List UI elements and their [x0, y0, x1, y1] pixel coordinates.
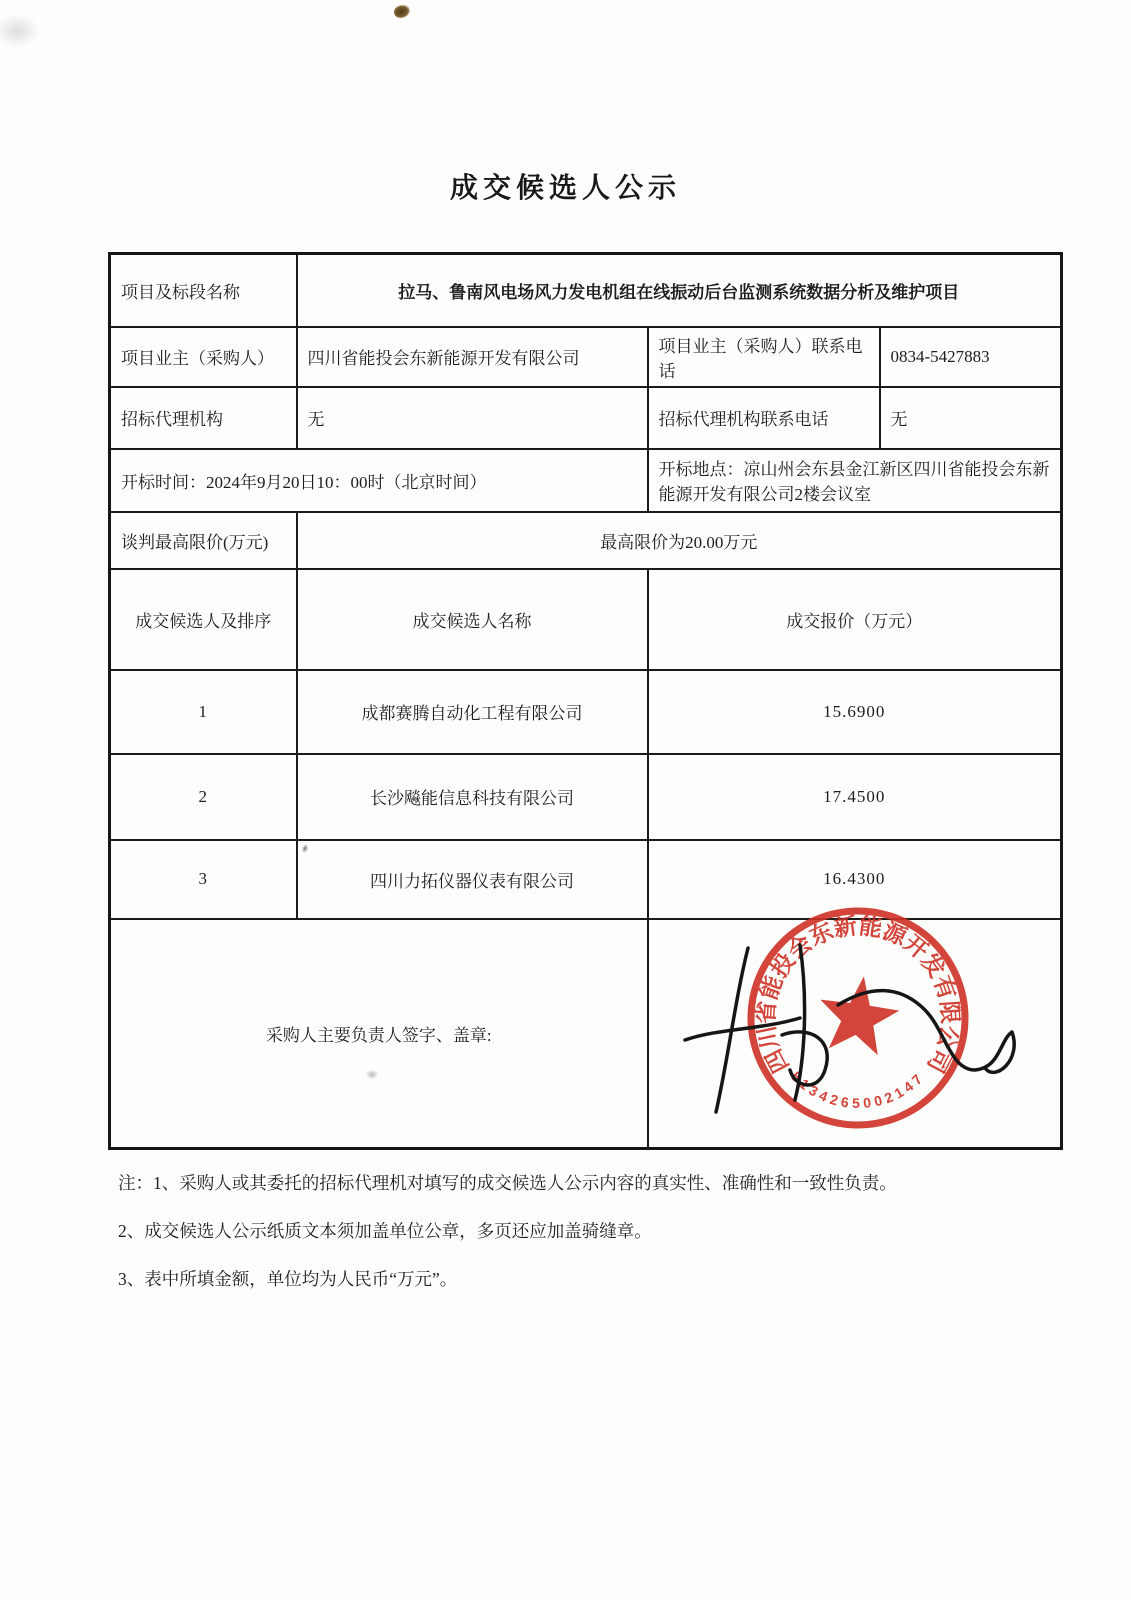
candidate-row: [110, 670, 1062, 754]
candidate-name: 四川力拓仪器仪表有限公司: [297, 840, 648, 919]
seal-number-text: 5134265002147: [787, 1068, 929, 1112]
agency-phone-label: 招标代理机构联系电话: [648, 387, 880, 449]
scan-speck: [393, 3, 411, 19]
table-row: [110, 327, 1062, 387]
candidate-row: [110, 754, 1062, 840]
candidate-price: 15.6900: [648, 670, 1062, 754]
candidate-rank: 1: [110, 670, 297, 754]
agency-phone-value: 无: [880, 387, 1062, 449]
candidates-rank-header: 成交候选人及排序: [110, 569, 297, 670]
footnote-2: 2、成交候选人公示纸质文本须加盖单位公章，多页还应加盖骑缝章。: [118, 1221, 652, 1241]
max-price-label: 谈判最高限价(万元): [110, 512, 297, 569]
agency-value: 无: [297, 387, 648, 449]
owner-label: 项目业主（采购人）: [110, 327, 297, 387]
table-row: [110, 449, 1062, 512]
project-name-value: 拉马、鲁南风电场风力发电机组在线振动后台监测系统数据分析及维护项目: [297, 254, 1062, 327]
owner-phone-value: 0834-5427883: [880, 327, 1062, 387]
footnote-1: 注：1、采购人或其委托的招标代理机对填写的成交候选人公示内容的真实性、准确性和一致性负责。: [118, 1173, 897, 1193]
page-title: 成交候选人公示: [449, 172, 681, 203]
table-row: [110, 254, 1062, 327]
table-row: [110, 512, 1062, 569]
footnotes: [118, 1173, 1018, 1290]
candidates-header-row: [110, 569, 1062, 670]
candidates-name-header: 成交候选人名称: [297, 569, 648, 670]
bid-opening-time: 开标时间：2024年9月20日10：00时（北京时间）: [110, 449, 648, 512]
candidate-name: 长沙飚能信息科技有限公司: [297, 754, 648, 840]
owner-value: 四川省能投会东新能源开发有限公司: [297, 327, 648, 387]
owner-phone-label: 项目业主（采购人）联系电话: [648, 327, 880, 387]
candidate-rank: 2: [110, 754, 297, 840]
table-row: [110, 387, 1062, 449]
bid-opening-place: 开标地点：凉山州会东县金江新区四川省能投会东新能源开发有限公司2楼会议室: [648, 449, 1062, 512]
seal-cell: [648, 919, 1062, 1149]
max-price-value: 最高限价为20.00万元: [297, 512, 1062, 569]
candidate-price: 16.4300: [648, 840, 1062, 919]
signature-row: [110, 919, 1062, 1149]
candidates-price-header: 成交报价（万元）: [648, 569, 1062, 670]
candidate-price: 17.4500: [648, 754, 1062, 840]
candidate-name: 成都赛腾自动化工程有限公司: [297, 670, 648, 754]
award-announcement-table: [108, 252, 1063, 1150]
candidate-row: [110, 840, 1062, 919]
project-name-label: 项目及标段名称: [110, 254, 297, 327]
seal-company-text: 四川省能投会东新能源开发有限公司: [752, 912, 964, 1078]
signature-label: 采购人主要负责人签字、盖章:: [110, 919, 648, 1149]
agency-label: 招标代理机构: [110, 387, 297, 449]
scan-smudge: [0, 14, 40, 48]
candidate-rank: 3: [110, 840, 297, 919]
footnote-3: 3、表中所填金额，单位均为人民币“万元”。: [118, 1269, 458, 1289]
